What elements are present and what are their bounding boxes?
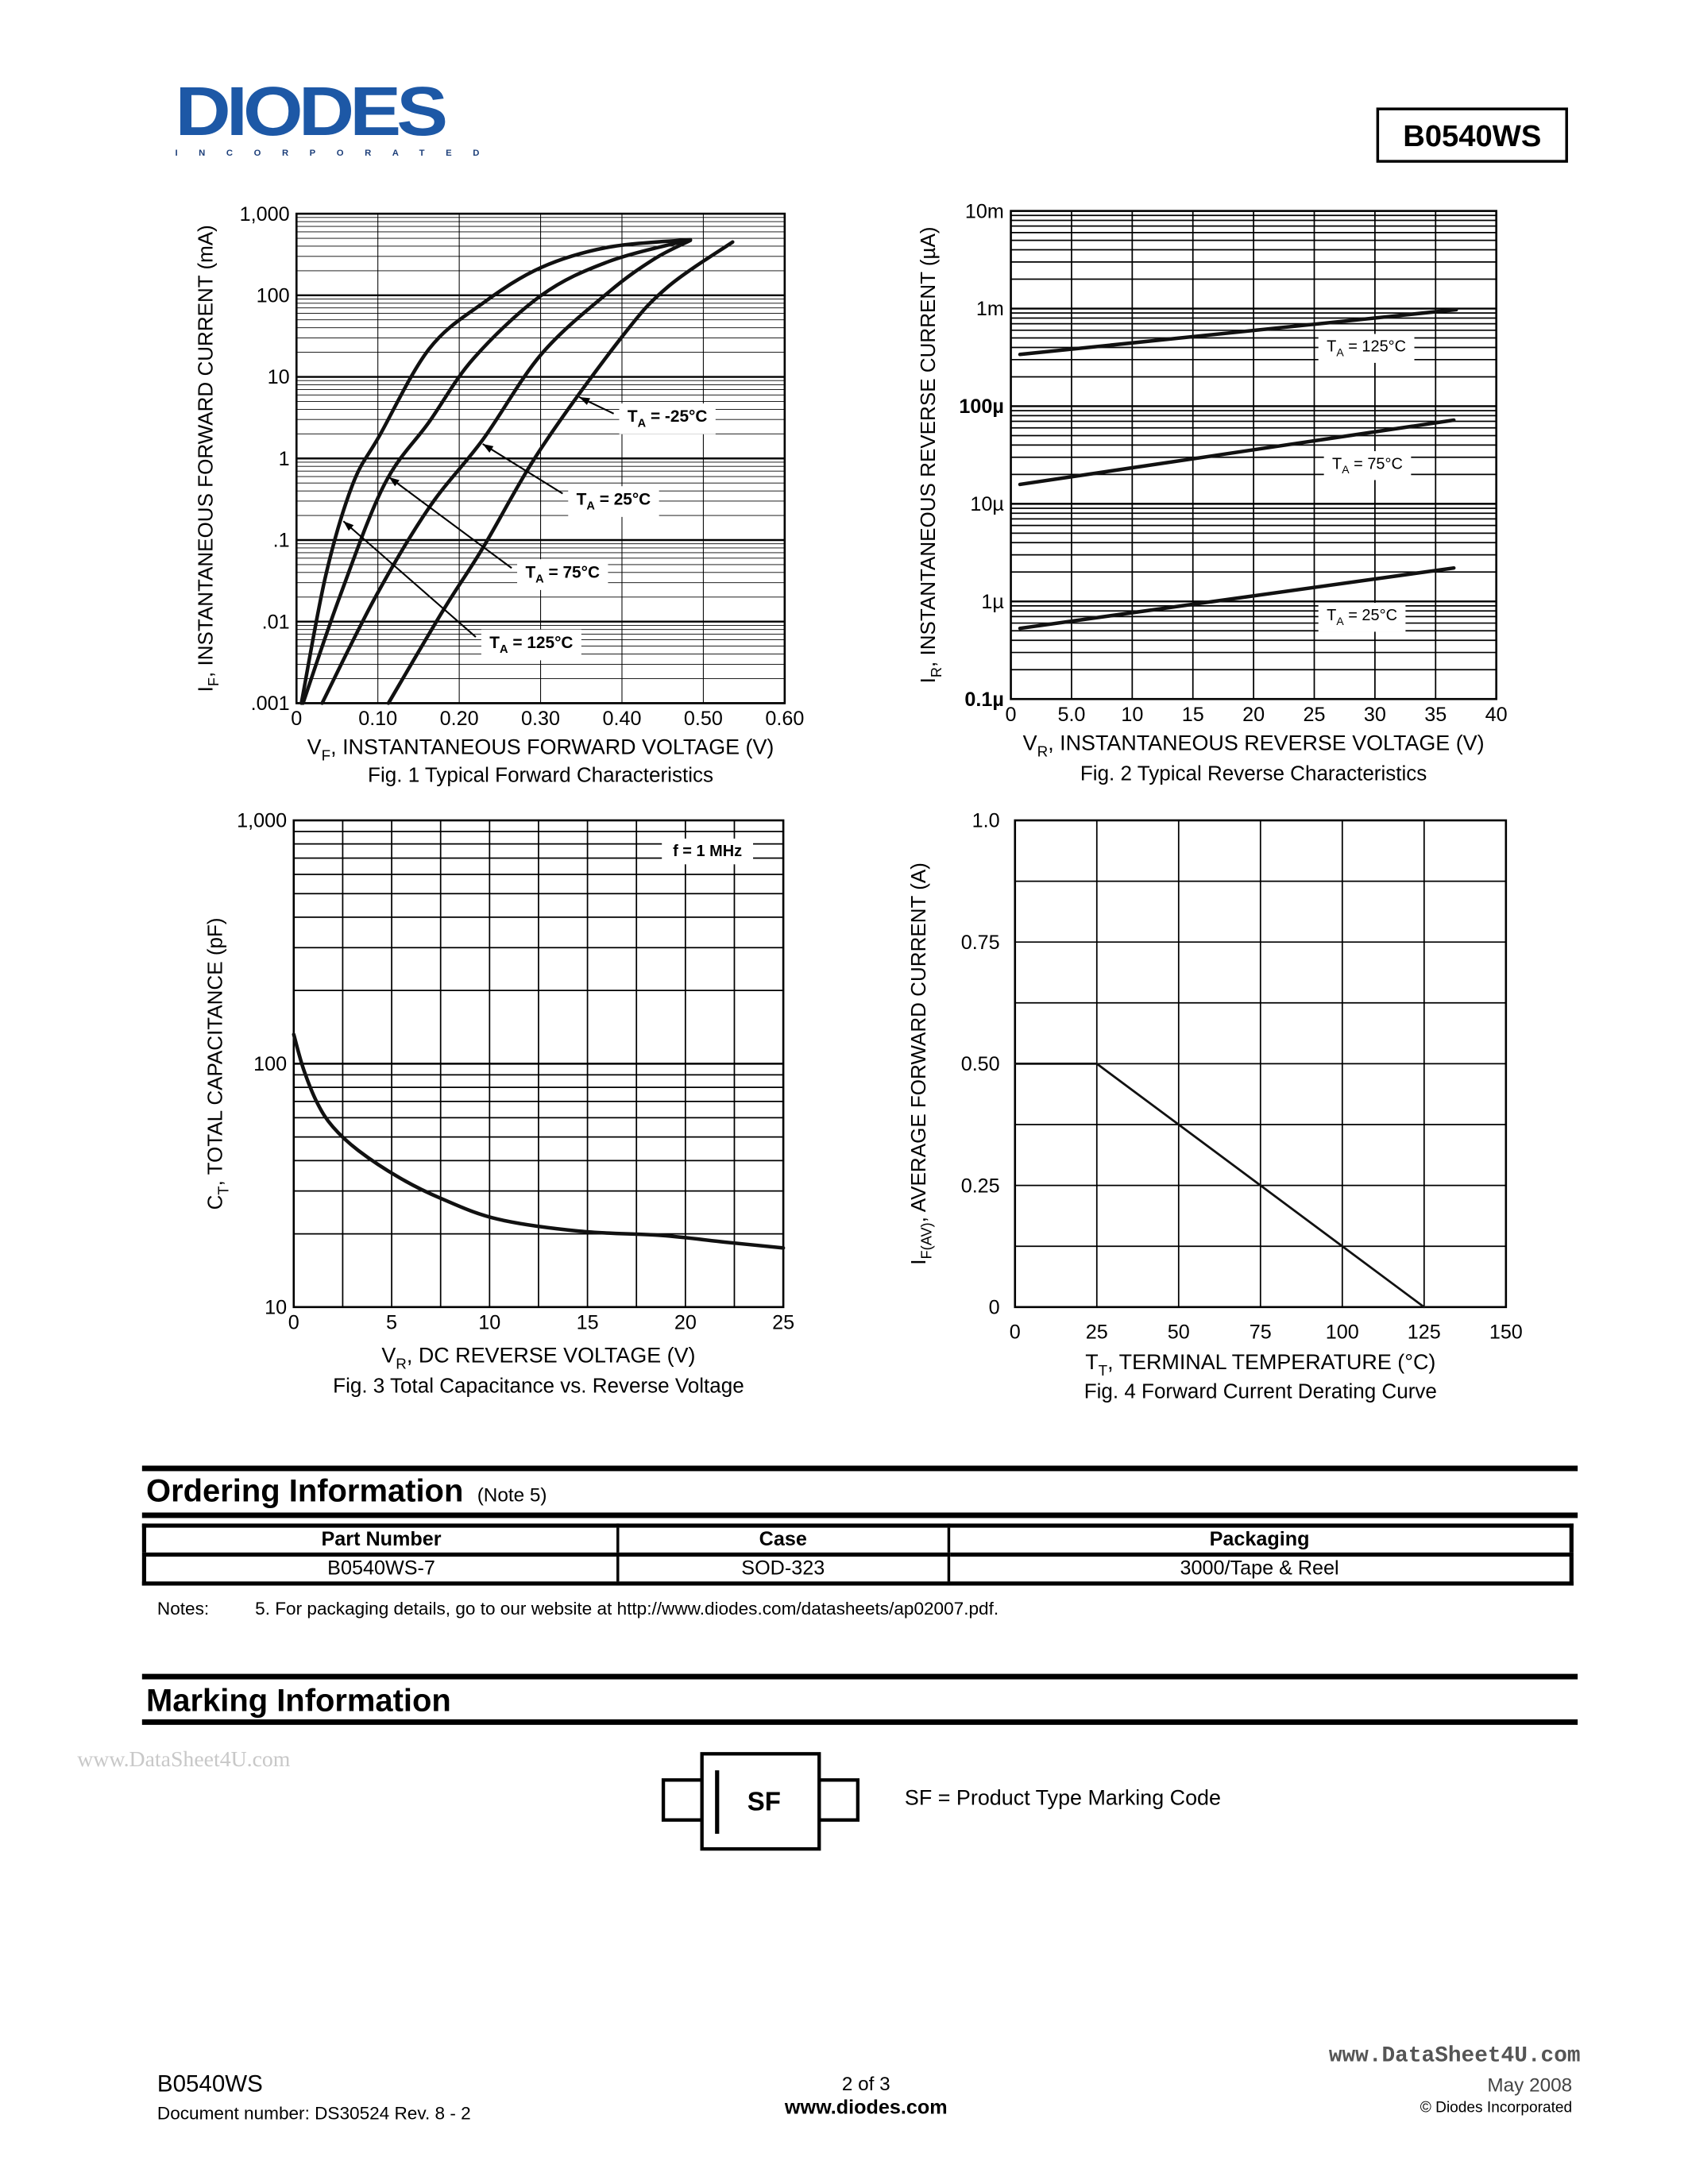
x-tick-label: 15 xyxy=(1181,703,1204,726)
x-tick-label: 30 xyxy=(1363,703,1386,726)
y-tick-label: 0.1µ xyxy=(964,688,1004,711)
table-header-row xyxy=(144,1526,1571,1554)
logo-text: DIODES xyxy=(175,73,444,151)
cell-case: SOD-323 xyxy=(618,1554,948,1583)
notes-label: Notes: xyxy=(156,1598,210,1619)
chart-title: Fig. 3 Total Capacitance vs. Reverse Voltage xyxy=(333,1373,744,1398)
y-axis-label-main: I xyxy=(906,1259,930,1265)
x-axis-label-rest: , TERMINAL TEMPERATURE (°C) xyxy=(1107,1349,1436,1374)
chart-title: Fig. 4 Forward Current Derating Curve xyxy=(1083,1379,1437,1403)
x-axis-label-sub: R xyxy=(396,1355,407,1372)
x-axis-label-main: T xyxy=(1085,1349,1099,1374)
ordering-table xyxy=(142,1523,1574,1585)
watermark: www.DataSheet4U.com xyxy=(77,1748,291,1772)
y-tick-label: 10µ xyxy=(970,493,1004,516)
x-tick-label: 0.40 xyxy=(602,708,642,731)
x-axis-label xyxy=(381,1343,695,1372)
x-tick-label: 0 xyxy=(291,708,303,731)
section-divider xyxy=(142,1719,1578,1725)
series-label-sub: A xyxy=(1336,345,1344,359)
series-label-sub: A xyxy=(535,573,544,586)
series-label-main: T xyxy=(489,633,500,652)
header-part-number: Part Number xyxy=(144,1526,617,1554)
footer-date: May 2008 xyxy=(1487,2074,1573,2096)
x-tick-label: 25 xyxy=(1303,703,1326,726)
y-axis-label-rest: , TOTAL CAPACITANCE (pF) xyxy=(203,917,227,1187)
marking-description: SF = Product Type Marking Code xyxy=(904,1786,1222,1811)
y-tick-label: 0.50 xyxy=(960,1053,1000,1076)
footer-watermark: www.DataSheet4U.com xyxy=(1328,2043,1581,2069)
ordering-title-text: Ordering Information xyxy=(146,1472,464,1509)
x-tick-label: 50 xyxy=(1167,1321,1190,1344)
series-label-rest: = 125°C xyxy=(508,633,574,652)
series-label-rest: = 25°C xyxy=(594,490,651,509)
header-case: Case xyxy=(618,1526,948,1554)
series-label-main: T xyxy=(525,563,536,582)
y-tick-label: 10 xyxy=(265,1296,288,1319)
x-axis-label-rest: , INSTANTANEOUS REVERSE VOLTAGE (V) xyxy=(1048,731,1485,755)
arrow-head-icon xyxy=(483,444,494,453)
x-axis-label-main: V xyxy=(307,735,322,759)
x-tick-label: 125 xyxy=(1407,1321,1441,1344)
x-axis-label-sub: T xyxy=(1098,1362,1108,1379)
y-tick-label: .01 xyxy=(261,611,290,634)
series-label-rest: = 25°C xyxy=(1343,607,1397,625)
y-tick-label: 1,000 xyxy=(237,809,288,832)
y-axis-label xyxy=(193,225,222,692)
y-axis-label-sub: T xyxy=(215,1186,232,1195)
frequency-annotation: f = 1 MHz xyxy=(673,843,743,861)
fig1-chart xyxy=(193,203,804,787)
series-label-main: T xyxy=(1332,455,1342,473)
x-axis-label-main: V xyxy=(1022,731,1037,755)
series-label-sub: A xyxy=(500,643,508,657)
series-label-main: T xyxy=(627,407,638,426)
series-label-main: T xyxy=(1327,338,1337,356)
note-text: 5. For packaging details, go to our website at http://www.diodes.com/datasheets/ap02007.pdf. xyxy=(255,1598,999,1619)
marking-pad-left xyxy=(663,1780,702,1819)
footer-page: 2 of 3 xyxy=(841,2072,890,2095)
table-row xyxy=(144,1554,1571,1583)
y-axis-label-rest: , AVERAGE FORWARD CURRENT (A) xyxy=(906,862,930,1223)
arrow-head-icon xyxy=(579,397,590,405)
footer-website: www.diodes.com xyxy=(784,2097,948,2120)
logo-subtext: INCORPORATED xyxy=(175,149,500,159)
y-tick-label: 1.0 xyxy=(971,809,1000,832)
section-divider xyxy=(142,1674,1578,1680)
y-axis-label-sub: F xyxy=(206,677,222,687)
x-tick-label: 100 xyxy=(1325,1321,1359,1344)
ordering-title xyxy=(146,1472,547,1510)
series-label-main: T xyxy=(576,490,587,509)
x-axis-label-sub: R xyxy=(1037,743,1049,760)
section-divider xyxy=(142,1513,1578,1518)
marking-code: SF xyxy=(747,1786,781,1816)
chart-title: Fig. 2 Typical Reverse Characteristics xyxy=(1080,761,1427,785)
y-tick-label: 0.75 xyxy=(960,931,1000,954)
x-tick-label: 15 xyxy=(576,1311,599,1334)
x-tick-label: 10 xyxy=(478,1311,501,1334)
x-tick-label: 40 xyxy=(1485,703,1508,726)
x-axis-label-rest: , DC REVERSE VOLTAGE (V) xyxy=(406,1343,696,1368)
y-tick-label: 100 xyxy=(253,1053,288,1076)
x-tick-label: 0 xyxy=(1009,1321,1021,1344)
y-tick-label: .1 xyxy=(272,529,290,552)
x-tick-label: 0.20 xyxy=(439,708,479,731)
section-divider xyxy=(142,1465,1578,1471)
series-label-sub: A xyxy=(1336,615,1344,628)
series-label-rest: = 125°C xyxy=(1343,338,1407,356)
fig4-chart xyxy=(906,810,1523,1403)
series-label-sub: A xyxy=(637,417,647,430)
y-axis-label-main: C xyxy=(203,1194,227,1210)
series-label-rest: = 75°C xyxy=(1349,455,1403,473)
notes xyxy=(157,1598,999,1619)
y-tick-label: 10m xyxy=(964,200,1004,223)
cell-packaging: 3000/Tape & Reel xyxy=(948,1554,1572,1583)
x-tick-label: 25 xyxy=(772,1311,795,1334)
y-tick-label: 1 xyxy=(278,447,290,470)
grid xyxy=(1011,211,1497,700)
cell-part-number: B0540WS-7 xyxy=(144,1554,617,1583)
y-tick-label: 100µ xyxy=(959,396,1004,419)
y-tick-label: 1,000 xyxy=(239,203,290,226)
x-tick-label: 75 xyxy=(1249,1321,1272,1344)
x-tick-label: 0 xyxy=(1005,703,1017,726)
series-label-rest: = -25°C xyxy=(646,407,708,426)
x-tick-label: 5.0 xyxy=(1057,703,1086,726)
arrow-line xyxy=(483,444,563,493)
y-axis-label xyxy=(916,226,944,683)
chart-title: Fig. 1 Typical Forward Characteristics xyxy=(368,762,714,787)
y-tick-label: .001 xyxy=(250,693,290,716)
x-tick-label: 0.30 xyxy=(521,708,561,731)
marking-title: Marking Information xyxy=(146,1682,451,1719)
y-tick-label: 0.25 xyxy=(960,1175,1000,1198)
marking-diagram xyxy=(659,1748,866,1855)
y-axis-label-main: I xyxy=(916,677,941,684)
y-axis-label-main: I xyxy=(193,686,218,693)
y-axis-label-rest: , INSTANTANEOUS REVERSE CURRENT (µA) xyxy=(916,226,941,667)
series-label-rest: = 75°C xyxy=(543,563,601,582)
y-tick-label: 1µ xyxy=(981,590,1004,613)
x-tick-label: 20 xyxy=(1242,703,1265,726)
y-tick-label: 0 xyxy=(988,1296,1000,1319)
x-axis-label xyxy=(1085,1350,1435,1379)
y-tick-label: 10 xyxy=(267,366,290,389)
series-label-sub: A xyxy=(586,500,595,513)
y-axis-label-sub: R xyxy=(928,666,944,678)
x-axis-label-main: V xyxy=(381,1343,396,1368)
x-tick-label: 5 xyxy=(386,1311,398,1334)
x-tick-label: 150 xyxy=(1489,1321,1523,1344)
series-label-main: T xyxy=(1327,607,1337,625)
x-tick-label: 0 xyxy=(288,1311,299,1334)
y-axis-label xyxy=(906,862,935,1265)
x-tick-label: 20 xyxy=(674,1311,697,1334)
y-tick-label: 100 xyxy=(256,284,290,307)
x-axis-label xyxy=(307,735,774,764)
x-axis-label xyxy=(1023,731,1485,759)
note-ref: (Note 5) xyxy=(477,1484,547,1506)
x-axis-label-sub: F xyxy=(321,747,331,764)
x-tick-label: 0.60 xyxy=(765,708,805,731)
x-tick-label: 25 xyxy=(1085,1321,1108,1344)
footer-part: B0540WS xyxy=(156,2070,263,2097)
part-number-box: B0540WS xyxy=(1377,107,1568,162)
marking-pad-right xyxy=(819,1780,858,1819)
x-axis-label-rest: , INSTANTANEOUS FORWARD VOLTAGE (V) xyxy=(330,735,774,759)
x-tick-label: 10 xyxy=(1121,703,1144,726)
y-axis-label-sub: F(AV) xyxy=(918,1222,935,1260)
grid xyxy=(294,820,783,1307)
series-label-sub: A xyxy=(1342,463,1350,477)
arrow-head-icon xyxy=(389,477,400,487)
x-tick-label: 0.50 xyxy=(683,708,723,731)
fig2-chart xyxy=(916,200,1508,785)
header-packaging: Packaging xyxy=(948,1526,1572,1554)
x-tick-label: 0.10 xyxy=(358,708,398,731)
footer-copyright: © Diodes Incorporated xyxy=(1420,2100,1573,2116)
y-axis-label-rest: , INSTANTANEOUS FORWARD CURRENT (mA) xyxy=(193,225,218,677)
x-tick-label: 35 xyxy=(1424,703,1447,726)
y-axis-label xyxy=(203,917,232,1210)
footer-doc-number: Document number: DS30524 Rev. 8 - 2 xyxy=(156,2102,471,2124)
y-tick-label: 1m xyxy=(975,298,1004,321)
fig3-chart xyxy=(203,810,795,1398)
